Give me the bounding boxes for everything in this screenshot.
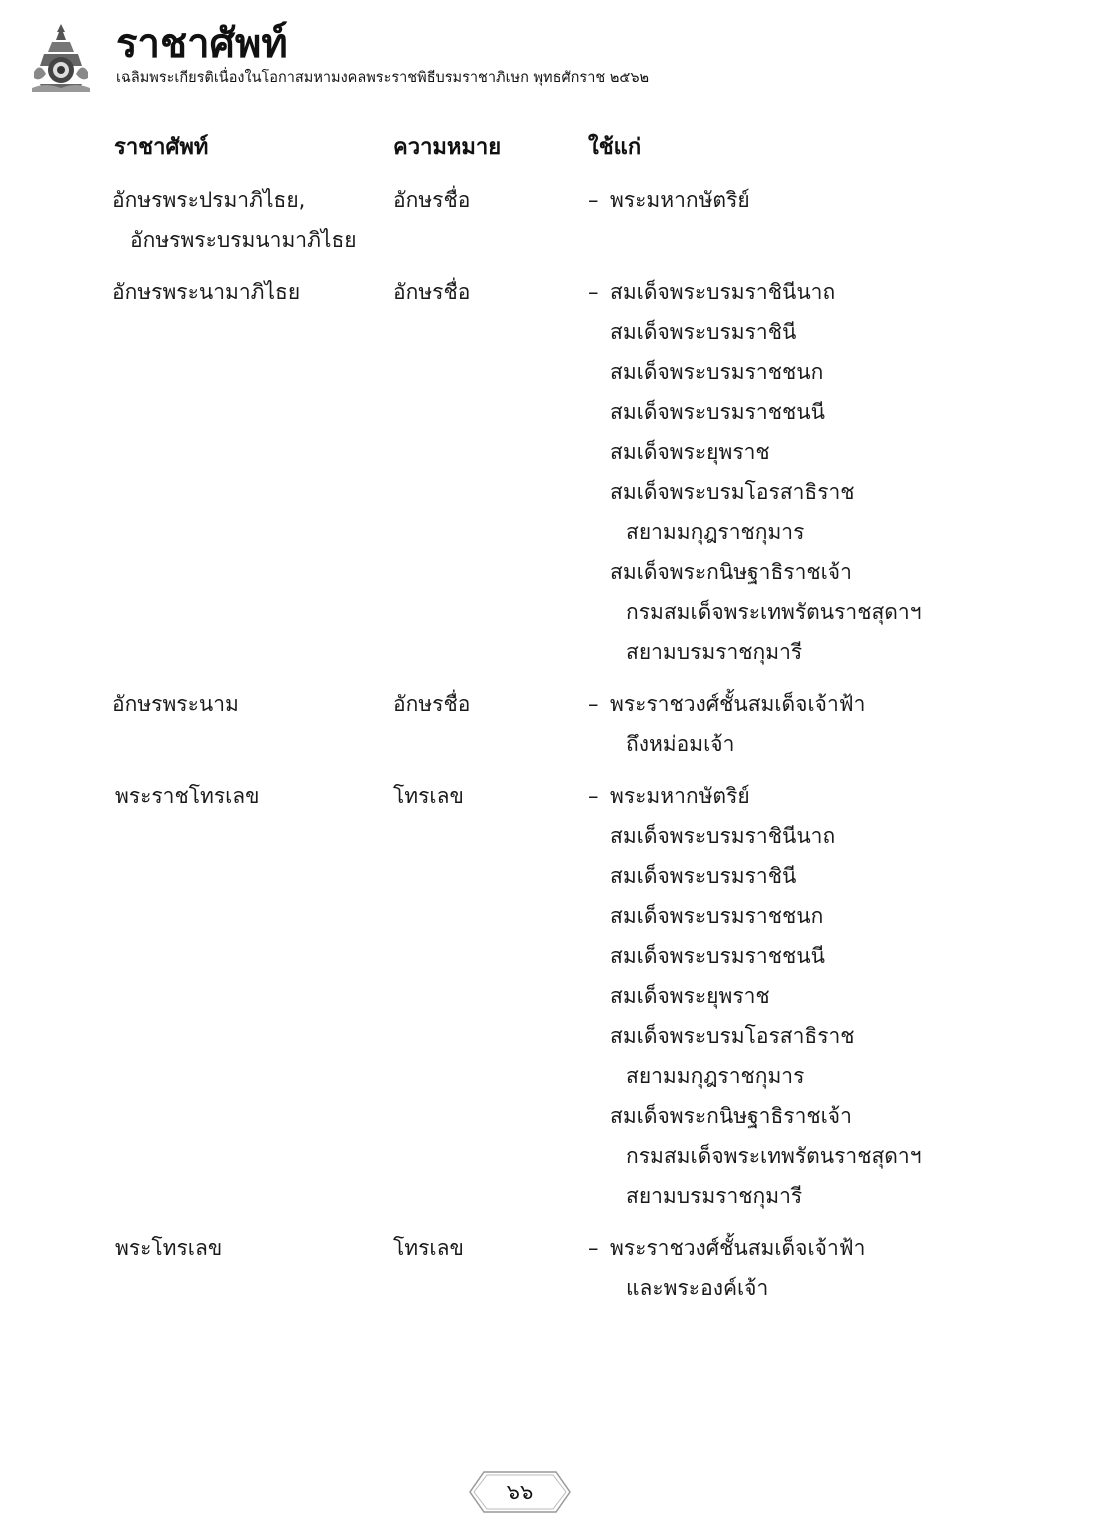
meaning-cell: อักษรชื่อ (393, 188, 471, 212)
usage-item: สมเด็จพระบรมราชชนนี (610, 944, 825, 968)
page-number: ๖๖ (506, 1480, 534, 1504)
book-title: ราชาศัพท์ (116, 21, 288, 67)
usage-item-continued: สยามบรมราชกุมารี (626, 1184, 803, 1208)
column-header-meaning: ความหมาย (393, 135, 502, 160)
term-text: อักษรพระปรมาภิไธย, (112, 188, 306, 212)
usage-item-continued: และพระองค์เจ้า (626, 1276, 769, 1300)
usage-item-continued: กรมสมเด็จพระเทพรัตนราชสุดาฯ (626, 1144, 922, 1168)
usage-item: สมเด็จพระกนิษฐาธิราชเจ้า (610, 1104, 852, 1128)
book-subtitle: เฉลิมพระเกียรติเนื่องในโอกาสมหามงคลพระราชพิธีบรมราชาภิเษก พุทธศักราช ๒๕๖๒ (116, 70, 650, 86)
usage-item: สมเด็จพระบรมราชินี (610, 864, 797, 888)
dash-marker: – (588, 692, 599, 716)
usage-item (588, 776, 1068, 816)
dash-marker: – (588, 280, 599, 304)
usage-item: สมเด็จพระกนิษฐาธิราชเจ้า (610, 560, 852, 584)
vocabulary-table (0, 180, 1093, 1320)
usage-text: พระมหากษัตริย์ (610, 188, 750, 212)
usage-item (588, 180, 1068, 220)
usage-text: สมเด็จพระบรมราชินีนาถ (610, 280, 836, 304)
term-text: พระโทรเลข (115, 1236, 223, 1260)
usage-item: สมเด็จพระบรมราชชนนี (610, 400, 825, 424)
term-text: อักษรพระบรมนามาภิไธย (130, 228, 357, 252)
usage-item: สมเด็จพระยุพราช (610, 984, 770, 1008)
table-row (0, 272, 1093, 672)
usage-item: สมเด็จพระบรมโอรสาธิราช (610, 480, 855, 504)
usage-item (588, 684, 1068, 724)
usage-item: สมเด็จพระบรมราชชนก (610, 360, 824, 384)
table-row (0, 776, 1093, 1216)
column-header-usage: ใช้แก่ (588, 135, 642, 160)
usage-cell (588, 272, 1068, 672)
term-text: อักษรพระนามาภิไธย (112, 280, 301, 304)
usage-text: พระราชวงศ์ชั้นสมเด็จเจ้าฟ้า (610, 1236, 866, 1260)
term-text: อักษรพระนาม (112, 692, 239, 716)
usage-item: สมเด็จพระบรมราชชนก (610, 904, 824, 928)
term-cell (112, 776, 387, 816)
meaning-cell: โทรเลข (393, 784, 464, 808)
usage-item-continued: กรมสมเด็จพระเทพรัตนราชสุดาฯ (626, 600, 922, 624)
dash-marker: – (588, 1236, 599, 1260)
usage-item-continued: สยามมกุฎราชกุมาร (626, 520, 805, 544)
usage-item: สมเด็จพระบรมราชินี (610, 320, 797, 344)
table-row (0, 684, 1093, 764)
meaning-cell: อักษรชื่อ (393, 692, 471, 716)
table-row (0, 1228, 1093, 1308)
table-row (0, 180, 1093, 260)
term-cell (112, 180, 387, 260)
meaning-cell: อักษรชื่อ (393, 280, 471, 304)
column-header-term: ราชาศัพท์ (114, 135, 209, 160)
usage-item: สมเด็จพระบรมราชินีนาถ (610, 824, 836, 848)
meaning-cell: โทรเลข (393, 1236, 464, 1260)
dash-marker: – (588, 784, 599, 808)
usage-cell (588, 684, 1068, 764)
usage-item: สมเด็จพระยุพราช (610, 440, 770, 464)
usage-item-continued: สยามมกุฎราชกุมาร (626, 1064, 805, 1088)
royal-emblem-icon (30, 22, 92, 94)
usage-item-continued: สยามบรมราชกุมารี (626, 640, 803, 664)
term-cell (112, 1228, 387, 1268)
term-text: พระราชโทรเลข (115, 784, 260, 808)
dash-marker: – (588, 188, 599, 212)
term-cell (112, 684, 387, 724)
usage-cell (588, 180, 1068, 260)
usage-cell (588, 1228, 1068, 1308)
usage-cell (588, 776, 1068, 1216)
page-number-badge (468, 1470, 572, 1514)
usage-text: พระมหากษัตริย์ (610, 784, 750, 808)
usage-item-continued: ถึงหม่อมเจ้า (626, 732, 735, 756)
usage-text: พระราชวงศ์ชั้นสมเด็จเจ้าฟ้า (610, 692, 866, 716)
term-cell (112, 272, 387, 312)
usage-item (588, 272, 1068, 312)
usage-item (588, 1228, 1068, 1268)
usage-item: สมเด็จพระบรมโอรสาธิราช (610, 1024, 855, 1048)
